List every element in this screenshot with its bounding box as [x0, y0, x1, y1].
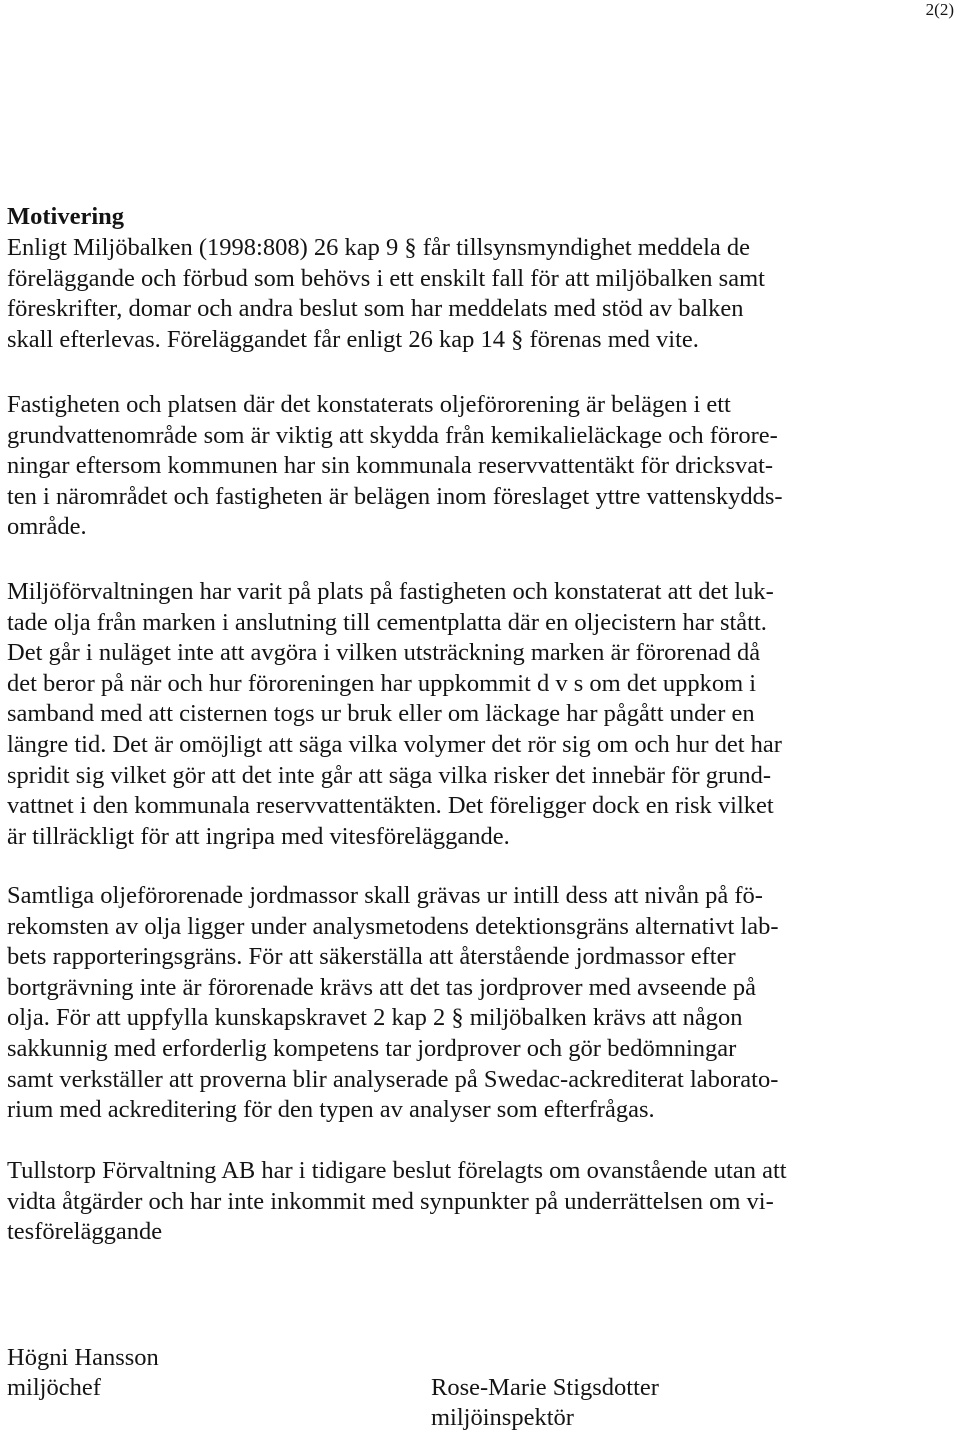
text-line: Enligt Miljöbalken (1998:808) 26 kap 9 § får tillsynsmyndighet meddela de [7, 234, 751, 261]
text-line: rium med ackreditering för den typen av analyser som efterfrågas. [7, 1096, 655, 1124]
text-line: föreskrifter, domar och andra beslut som har meddelats med stöd av balken [7, 295, 744, 323]
text-line: bets rapporteringsgräns. För att säkerställa att återstående jordmassor efter [7, 943, 736, 971]
text-line: spridit sig vilket gör att det inte går att säga vilka risker det innebär för grund- [7, 761, 772, 789]
text-line: samt verkställer att proverna blir analyserade på Swedac-ackrediterat laborato- [7, 1065, 779, 1093]
text-line: Miljöförvaltningen har varit på plats på fastigheten och konstaterat att det luk- [7, 578, 774, 605]
text-line: grundvattenområde som är viktig att skydda från kemikalieläckage och förore- [7, 421, 778, 449]
signature-name: Rose-Marie Stigsdotter [431, 1374, 659, 1401]
text-line: tesföreläggande [7, 1218, 163, 1246]
text-line: område. [7, 513, 87, 541]
text-line: Samtliga oljeförorenade jordmassor skall grävas ur intill dess att nivån på fö- [7, 882, 763, 909]
text-line: Det går i nuläget inte att avgöra i vilken utsträckning marken är förorenad då [7, 639, 761, 667]
text-line: tade olja från marken i anslutning till cementplatta där en oljecistern har stått. [7, 608, 767, 636]
section-heading: Motivering [7, 203, 125, 231]
text-line: Fastigheten och platsen där det konstaterats oljeförorening är belägen i ett [7, 391, 731, 418]
text-line: Tullstorp Förvaltning AB har i tidigare beslut förelagts om ovanstående utan att [7, 1157, 787, 1184]
text-line: bortgrävning inte är förorenade krävs att det tas jordprover med avseende på [7, 973, 756, 1001]
signature-title: miljöchef [7, 1374, 101, 1401]
text-line: rekomsten av olja ligger under analysmetodens detektionsgräns alternativt lab- [7, 912, 779, 940]
text-line: ten i närområdet och fastigheten är belägen inom föreslaget yttre vattenskydds- [7, 482, 783, 510]
text-line: det beror på när och hur föroreningen har uppkommit d v s om det uppkom i [7, 669, 757, 697]
page-number: 2(2) [925, 0, 954, 19]
text-line: olja. För att uppfylla kunskapskravet 2 kap 2 § miljöbalken krävs att någon [7, 1004, 743, 1032]
text-line: föreläggande och förbud som behövs i ett enskilt fall för att miljöbalken samt [7, 264, 765, 292]
text-line: ningar eftersom kommunen har sin kommunala reservvattentäkt för dricksvat- [7, 452, 774, 480]
text-line: är tillräckligt för att ingripa med vitesföreläggande. [7, 822, 510, 850]
signature-name: Högni Hansson [7, 1344, 159, 1371]
signature-title: miljöinspektör [431, 1404, 574, 1431]
text-line: längre tid. Det är omöjligt att säga vilka volymer det rör sig om och hur det har [7, 731, 782, 758]
text-line: sakkunnig med erforderlig kompetens tar jordprover och gör bedömningar [7, 1035, 737, 1062]
text-line: skall efterlevas. Föreläggandet får enligt 26 kap 14 § förenas med vite. [7, 325, 699, 353]
text-line: vidta åtgärder och har inte inkommit med synpunkter på underrättelsen om vi- [7, 1187, 774, 1215]
text-line: samband med att cisternen togs ur bruk eller om läckage har pågått under en [7, 700, 755, 728]
text-line: vattnet i den kommunala reservvattentäkten. Det föreligger dock en risk vilket [7, 792, 774, 820]
